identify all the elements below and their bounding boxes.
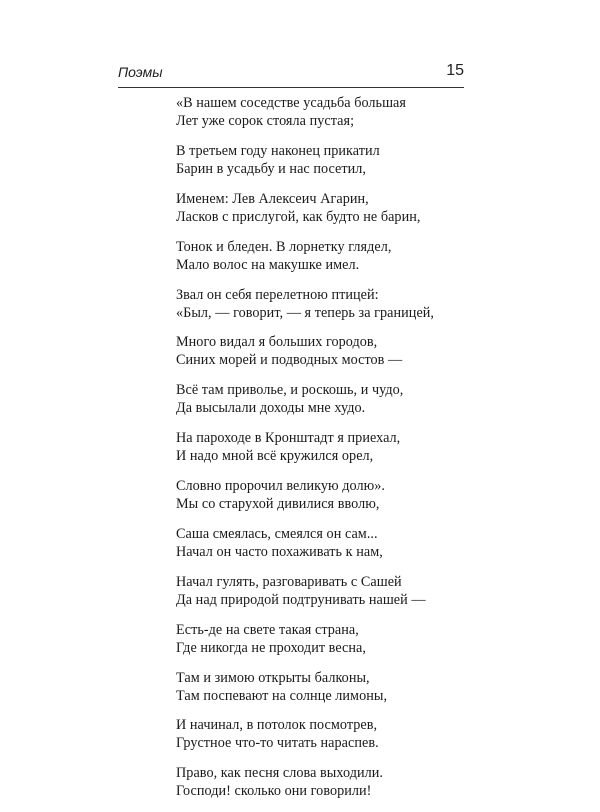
section-title: Поэмы bbox=[118, 64, 163, 80]
stanza bbox=[176, 238, 476, 274]
poem-line: И надо мной всё кружился орел, bbox=[176, 448, 374, 465]
stanza bbox=[176, 669, 476, 705]
stanza bbox=[176, 429, 476, 465]
poem-line: Господи! сколько они говорили! bbox=[176, 783, 372, 800]
poem-line: Именем: Лев Алексеич Агарин, bbox=[176, 190, 369, 207]
stanza bbox=[176, 477, 476, 513]
stanza bbox=[176, 286, 476, 322]
poem-line: Начал гулять, разговаривать с Сашей bbox=[176, 573, 402, 590]
poem-line: Мало волос на макушке имел. bbox=[176, 256, 360, 273]
stanza bbox=[176, 525, 476, 561]
stanza bbox=[176, 716, 476, 752]
poem-line: Барин в усадьбу и нас посетил, bbox=[176, 160, 366, 177]
poem-line: Синих морей и подводных мостов — bbox=[176, 352, 403, 369]
poem-line: Звал он себя перелетною птицей: bbox=[176, 286, 379, 303]
stanza bbox=[176, 190, 476, 226]
page-number: 15 bbox=[446, 62, 464, 79]
poem-line: «В нашем соседстве усадьба большая bbox=[176, 95, 406, 111]
poem-line: Лет уже сорок стояла пустая; bbox=[176, 113, 355, 130]
poem-line: В третьем году наконец прикатил bbox=[176, 142, 380, 159]
poem-line: Словно пророчил великую долю». bbox=[176, 478, 385, 494]
poem-line: Саша смеялась, смеялся он сам... bbox=[176, 525, 378, 542]
stanza bbox=[176, 333, 476, 369]
poem-line: Где никогда не проходит весна, bbox=[176, 639, 366, 656]
stanza bbox=[176, 764, 476, 800]
poem-line: Там и зимою открыты балконы, bbox=[176, 669, 370, 686]
poem-line: Право, как песня слова выходили. bbox=[176, 765, 383, 782]
stanza bbox=[176, 573, 476, 609]
poem-line: Да над природой подтрунивать нашей — bbox=[176, 591, 426, 608]
poem-line: Мы со старухой дивилися вволю, bbox=[176, 496, 380, 513]
stanza bbox=[176, 621, 476, 657]
poem-line: Тонок и бледен. В лорнетку глядел, bbox=[176, 238, 392, 255]
poem-line: Ласков с прислугой, как будто не барин, bbox=[176, 208, 421, 225]
poem-line: Там поспевают на солнце лимоны, bbox=[176, 687, 388, 704]
poem-line: Есть-де на свете такая страна, bbox=[176, 621, 359, 638]
poem-line: И начинал, в потолок посмотрев, bbox=[176, 717, 378, 734]
poem-text bbox=[176, 94, 476, 812]
poem-line: «Был, — говорит, — я теперь за границей, bbox=[176, 304, 435, 321]
stanza bbox=[176, 142, 476, 178]
poem-line: Всё там приволье, и роскошь, и чудо, bbox=[176, 382, 404, 399]
stanza bbox=[176, 381, 476, 417]
header-rule bbox=[118, 87, 464, 88]
poem-line: Да высылали доходы мне худо. bbox=[176, 400, 366, 417]
poem-line: Грустное что-то читать нараспев. bbox=[176, 735, 379, 752]
poem-line: Начал он часто похаживать к нам, bbox=[176, 543, 383, 560]
poem-line: Много видал я больших городов, bbox=[176, 334, 378, 351]
poem-line: На пароходе в Кронштадт я приехал, bbox=[176, 430, 401, 447]
running-head bbox=[118, 62, 464, 86]
stanza bbox=[176, 94, 476, 130]
